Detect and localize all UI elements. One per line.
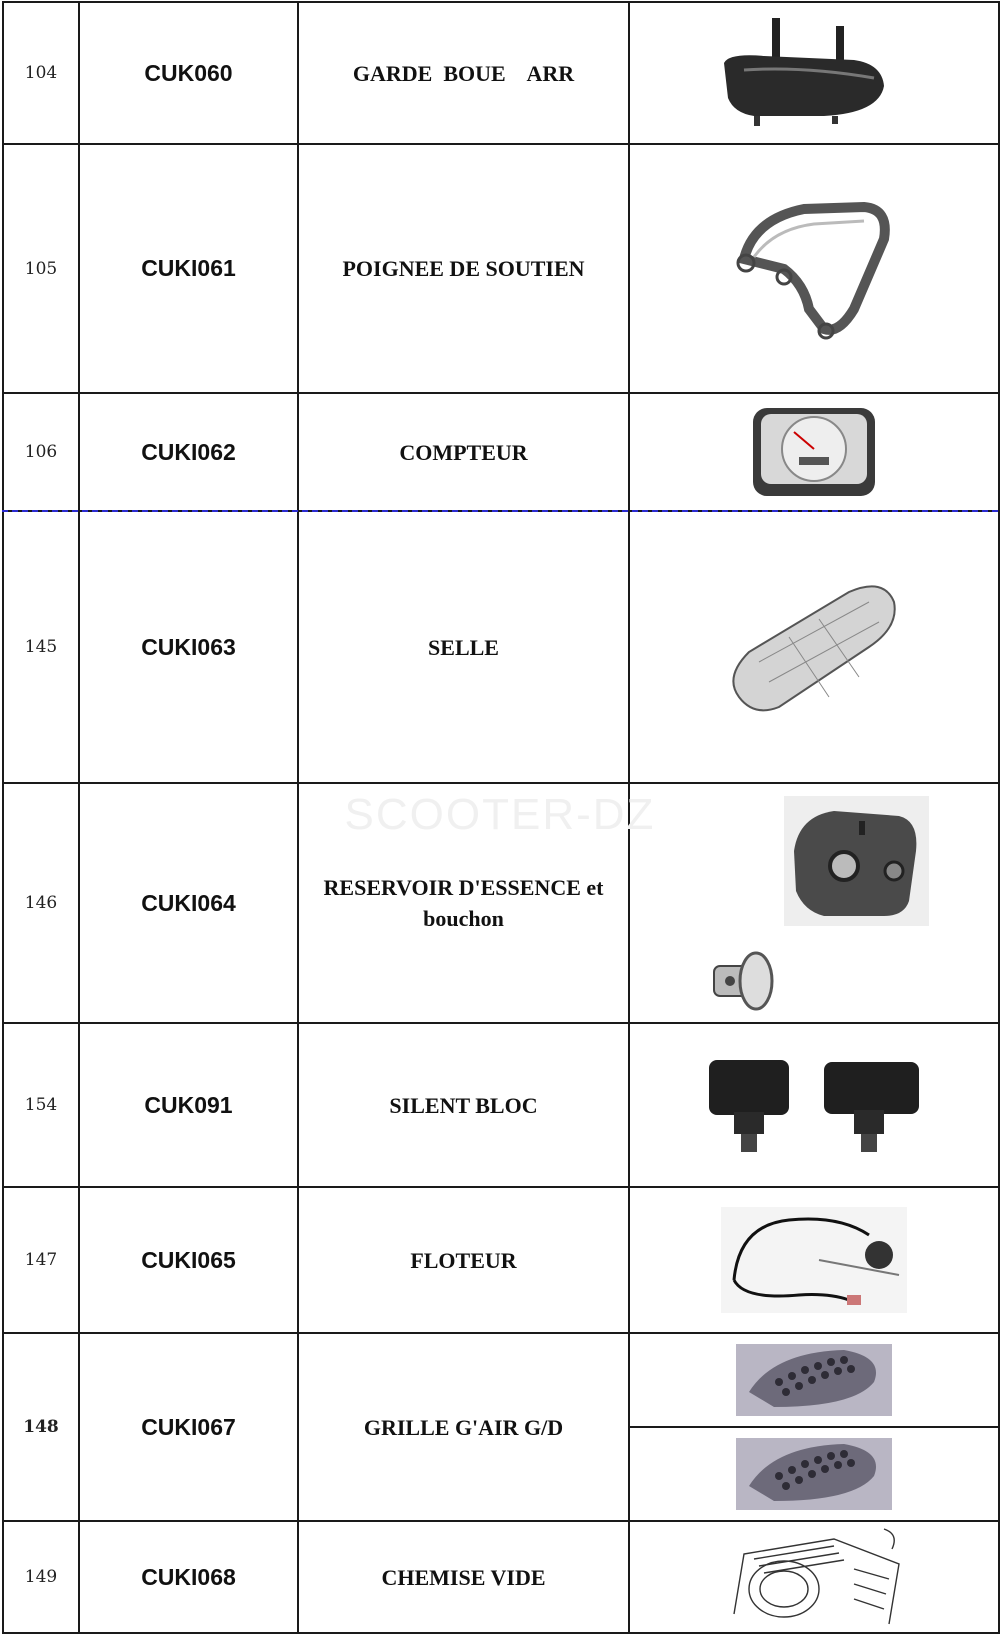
part-code-cell (79, 2, 298, 144)
seat-image (719, 567, 909, 727)
item-number: 154 (24, 1095, 58, 1115)
item-number-cell (3, 144, 79, 393)
table-row (3, 1023, 999, 1187)
part-image-cell (629, 144, 999, 393)
part-description: SILENT BLOC (389, 1092, 538, 1118)
cylinder-sleeve-image (714, 1524, 914, 1630)
grab-handle-image (714, 189, 914, 349)
table-row (3, 1333, 999, 1427)
item-number: 104 (24, 63, 58, 83)
speedometer-image (749, 402, 879, 502)
part-description-cell (298, 1187, 629, 1333)
part-code-cell (79, 1187, 298, 1333)
part-description: POIGNEE DE SOUTIEN (342, 256, 585, 281)
watermark: SCOOTER-DZ (344, 790, 656, 839)
part-code: CUK091 (144, 1091, 233, 1118)
item-number: 148 (23, 1417, 59, 1437)
item-number: 149 (24, 1567, 58, 1587)
part-description-cell (298, 1023, 629, 1187)
part-description: CHEMISE VIDE (381, 1564, 546, 1590)
part-code-cell (79, 511, 298, 783)
fuel-tank-and-cap-image (694, 791, 934, 1016)
part-code-cell (79, 1333, 298, 1521)
part-description-cell (298, 1333, 629, 1521)
part-code: CUKI067 (141, 1413, 236, 1440)
silent-block-image (699, 1050, 929, 1160)
rear-mudguard-image (704, 8, 924, 138)
part-image-cell (629, 1521, 999, 1633)
part-image-cell (629, 1187, 999, 1333)
part-code: CUKI062 (141, 438, 236, 465)
item-number: 105 (24, 258, 58, 279)
table-row (3, 144, 999, 393)
part-code: CUK060 (144, 59, 233, 86)
part-image-cell (629, 393, 999, 511)
item-number-cell (3, 393, 79, 511)
item-number: 145 (24, 637, 58, 657)
part-code-cell (79, 144, 298, 393)
air-grille-image (734, 1436, 894, 1512)
item-number: 147 (24, 1250, 58, 1270)
air-grille-image (734, 1342, 894, 1418)
part-description: SELLE (428, 634, 499, 660)
part-description-cell (298, 144, 629, 393)
table-row (3, 1521, 999, 1633)
item-number-cell (3, 783, 79, 1023)
part-code-cell (79, 1521, 298, 1633)
part-code-cell (79, 1023, 298, 1187)
item-number-cell (3, 1023, 79, 1187)
part-description-cell (298, 393, 629, 511)
part-description-cell (298, 1521, 629, 1633)
part-description: GRILLE G'AIR G/D (363, 1414, 564, 1440)
item-number-cell (3, 511, 79, 783)
part-image-cell (629, 511, 999, 783)
part-image-cell (629, 1333, 999, 1427)
part-code-cell (79, 783, 298, 1023)
part-code: CUKI063 (141, 633, 236, 660)
section-divider (2, 510, 998, 512)
part-code: CUKI065 (141, 1246, 236, 1273)
item-number-cell (3, 1187, 79, 1333)
item-number-cell (3, 1333, 79, 1521)
part-description-cell (298, 511, 629, 783)
item-number-cell (3, 2, 79, 144)
table-row (3, 1187, 999, 1333)
table-row (3, 393, 999, 511)
part-description: FLOTEUR (410, 1247, 517, 1273)
item-number-cell (3, 1521, 79, 1633)
float-sensor-image (719, 1205, 909, 1315)
part-image-cell (629, 1023, 999, 1187)
item-number: 106 (24, 442, 58, 462)
part-code: CUKI061 (141, 255, 236, 281)
part-image-cell (629, 783, 999, 1023)
part-description: GARDE BOUE ARR (352, 60, 575, 86)
part-image-cell (629, 1427, 999, 1521)
item-number: 146 (24, 893, 58, 913)
part-code: CUKI068 (141, 1563, 236, 1590)
part-image-cell (629, 2, 999, 144)
part-description-cell (298, 2, 629, 144)
part-description: RESERVOIR D'ESSENCE et bouchon (323, 875, 604, 931)
part-description: COMPTEUR (399, 439, 528, 465)
table-row (3, 2, 999, 144)
part-code: CUKI064 (141, 889, 236, 916)
part-code-cell (79, 393, 298, 511)
table-row (3, 511, 999, 783)
